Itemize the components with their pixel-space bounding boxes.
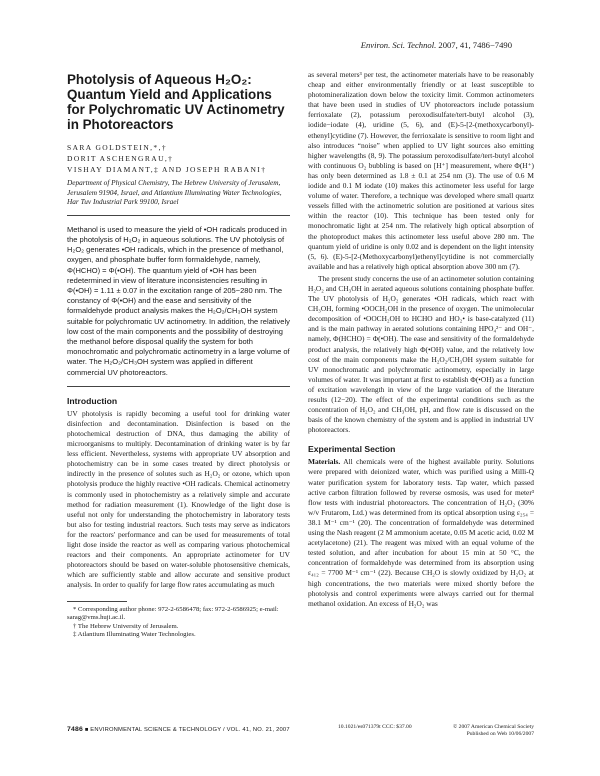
footnotes (67, 606, 290, 640)
abstract-top-rule (67, 215, 290, 216)
footer-separator: ■ (84, 727, 89, 733)
body-paragraph-2: The present study concerns the use of an actinometer solution containing H₂O₂ and CH₃OH in aerated aqueous solutions containing phosphate buffer. The UV photolysis of H₂O₂ generates •OH radicals, which react with CH₃OH, forming •OOCH₂OH in the presence of oxygen. The unimolecular decomposition of •OOCH₂OH to HCHO and HO₂• is base-catalyzed (11) and is the main pathway in aerated solutions containing HPO₄²⁻ and OH⁻, namely, Φ(HCHO) = Φ(•OH). The ease and sensitivity of the formaldehyde product analysis, the relatively high Φ(•OH) value, and the relatively low cost of the main components make the H₂O₂/CH₃OH system suitable for UV monochromatic and polychromatic actinometry, especially in large volumes of water. It was important at first to establish Φ(•OH) as a function of excitation wavelength in view of the large variation of the literature results (12−20). The effect of the experimental conditions such as the concentration of H₂O₂ and CH₃OH, pH, and flow rate is discussed on the basis of the known chemistry of the system and is applied in industrial UV photoreactors. (308, 273, 534, 435)
author-line: VISHAY DIAMANT,‡ AND JOSEPH RABANI† (67, 165, 267, 174)
journal-citation (361, 40, 512, 50)
abstract-bottom-rule (67, 386, 290, 387)
materials-runin: Materials. (308, 457, 341, 467)
abstract: Methanol is used to measure the yield of •OH radicals produced in the photolysis of H₂O₂ in aqueous solutions. The UV photolysis of H₂O₂ generates •OH radicals, which in the presence of methanol, oxygen, and phosphate buffer form formaldehyde, namely, Φ(HCHO) = Φ(•OH). The quantum yield of •OH has been redetermined in view of literature inconsistencies resulting in Φ(•OH) = 1.11 ± 0.07 in the excitation range of 205−280 nm. The constancy of Φ(•OH) and the ease and sensitivity of the formaldehyde product analysis makes the H₂O₂/CH₃OH system suitable for polychromatic UV actinometry. In addition, the relatively low cost of the main components and the possibility of destroying the methanol before disposal qualify the system for both monochromatic and polychromatic actinometry in a large volume of water. The H₂O₂/CH₃OH system was applied in different commercial UV photoreactors. (67, 224, 290, 377)
footnote-rule (67, 601, 127, 602)
materials-paragraph (308, 457, 534, 608)
affiliation: Department of Physical Chemistry, The Hebrew University of Jerusalem, Jerusalem 91904, Israel, and Atlantium Illuminating Water Technologies, Har Tuv Industrial Park 99100, Israel (67, 178, 282, 207)
footnote-affil-1: † The Hebrew University of Jerusalem. (73, 622, 179, 630)
experimental-heading: Experimental Section (308, 444, 396, 455)
doi: 10.1021/es071379t CCC: $37.00 (338, 724, 412, 730)
introduction-heading: Introduction (67, 395, 118, 406)
right-column (308, 70, 534, 609)
footnote-corresponding: * Corresponding author phone: 972-2-6586478; fax: 972-2-6586925; e-mail: sarag@vms.huji.ac.il. (67, 605, 279, 622)
author-line: SARA GOLDSTEIN,*,† (67, 143, 167, 152)
journal-name: Environ. Sci. Technol. (360, 40, 437, 50)
published-date: Published on Web 10/06/2007 (466, 731, 534, 737)
footer-right (338, 724, 534, 738)
left-column (67, 70, 290, 640)
materials-text: All chemicals were of the highest available purity. Solutions were prepared with deionized water, which was purified using a Milli-Q water purification system for laboratory tests. Tap water, which passed active carbon filtration followed by reverse osmosis, was used for meter³ flow tests with industrial photoreactors. The concentration of H₂O₂ (30% w/v Frutarom, Ltd.) was determined from its optical absorption using ε₂₅₄ = 38.1 M⁻¹ cm⁻¹ (20). The concentration of formaldehyde was determined using the Nash reagent (2 M ammonium acetate, 0.05 M acetic acid, 0.02 M acetylacetone) (21). The reagent was mixed with an equal volume of the tested solution, and after incubation for about 15 min at 50 °C, the concentration of formaldehyde was determined from its absorption using ε₄₁₂ = 7700 M⁻¹ cm⁻¹ (22). Because CH₂O is slowly oxidized by H₂O₂ at high concentrations, the two materials were mixed shortly before the photolysis and control experiments were always carried out for thermal methanol oxidation. An excess of H₂O₂ was (308, 457, 534, 608)
journal-volume-pages: 2007, 41, 7486−7490 (438, 40, 512, 50)
page-number: 7486 (67, 726, 83, 733)
introduction-text: UV photolysis is rapidly becoming a useful tool for drinking water disinfection and decontamination. Disinfection is based on the photochemical destruction of DNA, thus damaging the ability of microorganisms to multiply. Decontamination of drinking water is by far less efficient. Nevertheless, systems with appropriate UV absorption and photochemistry can be in some cases treated by direct photolysis or indirectly in the presence of solutes such as H₂O₂ or ozone, which upon photolysis produce the highly reactive •OH radicals. Chemical actinometry is commonly used in photochemistry as a relatively simple and accurate method for radiation measurement (1). Knowledge of the light dose is useful not only for understanding the photochemistry in laboratory tests but also for testing industrial reactors. Such tests may serve as indicators for the reactors' performance and can be used for measurements of total light dose inside the reactor as well as comparing various photochemical reactors and their components. An appropriate actinometer for UV photoreactors should be based on water-soluble photosensitive chemicals, which are sufficiently stable and allow accurate and sensitive product analysis. In order to qualify for large flow rates accumulating as much (67, 408, 290, 590)
author-line: DORIT ASCHENGRAU,† (67, 154, 174, 163)
author-list (67, 142, 290, 175)
article-title: Photolysis of Aqueous H₂O₂: Quantum Yield and Applications for Polychromatic UV Actinometry in Photoreactors (67, 72, 285, 132)
copyright: © 2007 American Chemical Society (453, 724, 534, 730)
footer-left (67, 726, 290, 733)
footnote-affil-2: ‡ Atlantium Illuminating Water Technologies. (73, 631, 196, 639)
footer-journal-info: ENVIRONMENTAL SCIENCE & TECHNOLOGY / VOL. 41, NO. 21, 2007 (90, 727, 290, 733)
body-paragraph-1: as several meters³ per test, the actinometer materials have to be reasonably cheap and either environmentally friendly or at least susceptible to photomineralization down below the toxicity limit. Common actinometers that have been used in studies of UV photoreactors include potassium ferrioxalate (2), potassium peroxodisulfate/tert-butyl alcohol (3), iodide−iodate (4), uridine (5, 6), and (E)-5-[2-(methoxycarbonyl)-ethenyl]cytidine (7). However, the ferrioxalate is sensitive to room light and also introduces “noise” when applied to UV light sources also emitting higher wavelengths (8, 9). The potassium peroxodisulfate/tert-butyl alcohol with continuous O₂ bubbling is based on [H⁺] measurement, where Φ(H⁺) has only been determined as 1.8 ± 0.1 at 254 nm (3). The use of 0.6 M iodide and 0.1 M iodate (10) makes this actinometer less useful for large volume of water. Therefore, a technique was developed where small quartz vessels filled with the actinometric solution are positioned at various sites within the reactor (10). This technique has been tested only for monochromatic light at 254 nm. The relatively high optical absorption of the photoproduct makes this actinometer less useful above 280 nm. The quantum yield of uridine is only 0.02 and is dependent on the light intensity (5, 6). (E)-5-[2-(Methoxycarbonyl)ethenyl]cytidine is not commercially available and has a relatively high optical absorption above 300 nm (7). (308, 70, 534, 271)
